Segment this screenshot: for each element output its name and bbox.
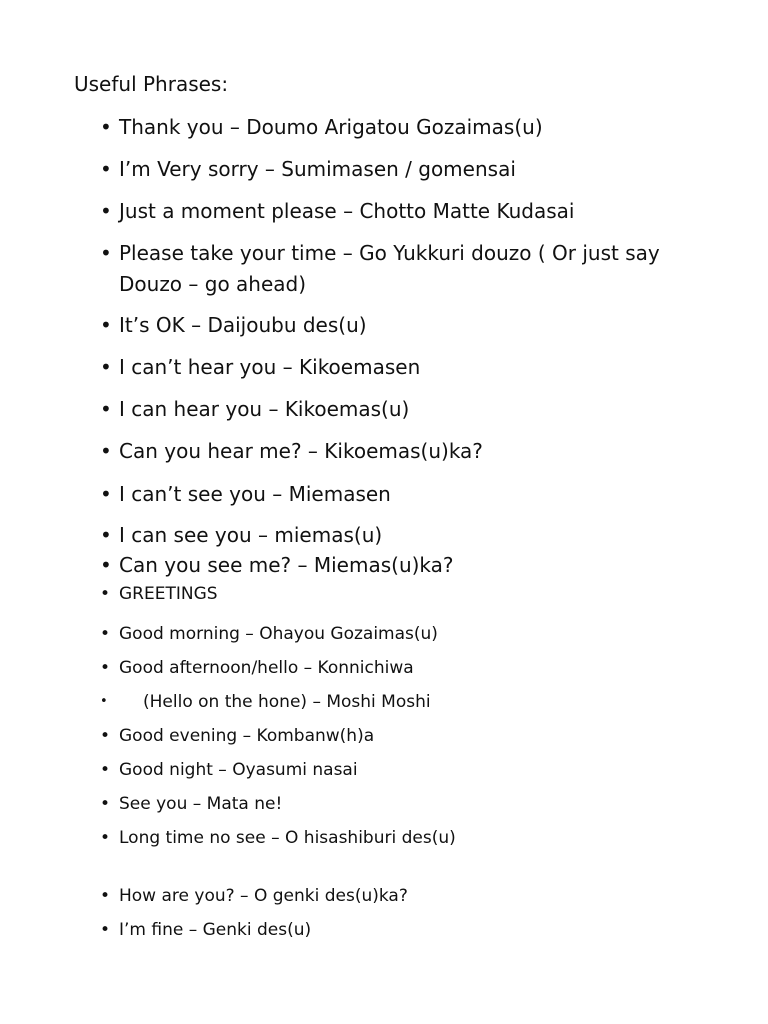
greeting-text: How are you? – O genki des(u)ka? — [119, 886, 408, 906]
greeting-text: Good night – Oyasumi nasai — [119, 760, 358, 780]
list-item — [100, 196, 700, 227]
list-item — [100, 154, 700, 185]
phrase-text: It’s OK – Daijoubu des(u) — [119, 313, 367, 337]
list-item — [100, 520, 700, 551]
list-item — [100, 479, 700, 510]
list-item — [100, 622, 700, 646]
greeting-text: Good afternoon/hello – Konnichiwa — [119, 658, 414, 678]
phrase-text: I’m Very sorry – Sumimasen / gomensai — [119, 157, 516, 181]
section-label-text: GREETINGS — [119, 584, 218, 604]
phrase-text: I can hear you – Kikoemas(u) — [119, 397, 410, 421]
bullet-icon: • — [100, 397, 112, 421]
bullet-icon: • — [100, 760, 111, 780]
bullet-icon: • — [100, 726, 111, 746]
phrase-text: I can’t see you – Miemasen — [119, 482, 391, 506]
bullet-icon: • — [100, 794, 111, 814]
phrase-text: Can you see me? – Miemas(u)ka? — [119, 553, 454, 577]
bullet-icon: • — [100, 828, 111, 848]
list-item — [100, 656, 700, 680]
greetings-section-label — [100, 582, 700, 606]
bullet-icon: • — [100, 523, 112, 547]
list-item — [100, 758, 700, 782]
list-item — [100, 310, 700, 341]
phrase-text: Please take your time – Go Yukkuri douzo ( Or just say Douzo – go ahead) — [119, 241, 660, 296]
phrase-text: Just a moment please – Chotto Matte Kudasai — [119, 199, 575, 223]
bullet-icon: • — [100, 920, 111, 940]
bullet-icon: • — [100, 115, 112, 139]
list-item — [100, 436, 700, 467]
list-item — [100, 792, 700, 816]
bullet-icon: • — [100, 157, 112, 181]
bullet-icon: • — [100, 886, 111, 906]
phrase-text: I can’t hear you – Kikoemasen — [119, 355, 421, 379]
list-item — [100, 884, 700, 908]
list-item — [100, 550, 700, 581]
bullet-icon: • — [100, 241, 112, 265]
bullet-icon: • — [100, 355, 112, 379]
bullet-icon: • — [100, 439, 112, 463]
bullet-icon: • — [100, 658, 111, 678]
bullet-icon: • — [100, 624, 111, 644]
greeting-text: Good morning – Ohayou Gozaimas(u) — [119, 624, 438, 644]
bullet-icon: • — [100, 553, 112, 577]
phrase-text: Thank you – Doumo Arigatou Gozaimas(u) — [119, 115, 543, 139]
greeting-text: Good evening – Kombanw(h)a — [119, 726, 375, 746]
list-item — [100, 724, 700, 748]
greeting-text: I’m fine – Genki des(u) — [119, 920, 312, 940]
list-item — [100, 918, 700, 942]
bullet-icon: • — [100, 313, 112, 337]
list-item — [100, 826, 700, 850]
bullet-icon: • — [100, 482, 112, 506]
greeting-text: (Hello on the hone) – Moshi Moshi — [143, 692, 431, 712]
phrase-text: Can you hear me? – Kikoemas(u)ka? — [119, 439, 483, 463]
list-item — [100, 352, 700, 383]
list-item — [100, 394, 700, 425]
bullet-icon: • — [100, 199, 112, 223]
list-item — [100, 238, 700, 300]
bullet-icon: • — [100, 694, 108, 709]
page-heading: Useful Phrases: — [74, 72, 229, 96]
greeting-text: Long time no see – O hisashiburi des(u) — [119, 828, 456, 848]
greeting-text: See you – Mata ne! — [119, 794, 283, 814]
bullet-icon: • — [100, 584, 111, 604]
list-item — [100, 112, 700, 143]
list-item — [100, 690, 700, 714]
phrase-text: I can see you – miemas(u) — [119, 523, 383, 547]
